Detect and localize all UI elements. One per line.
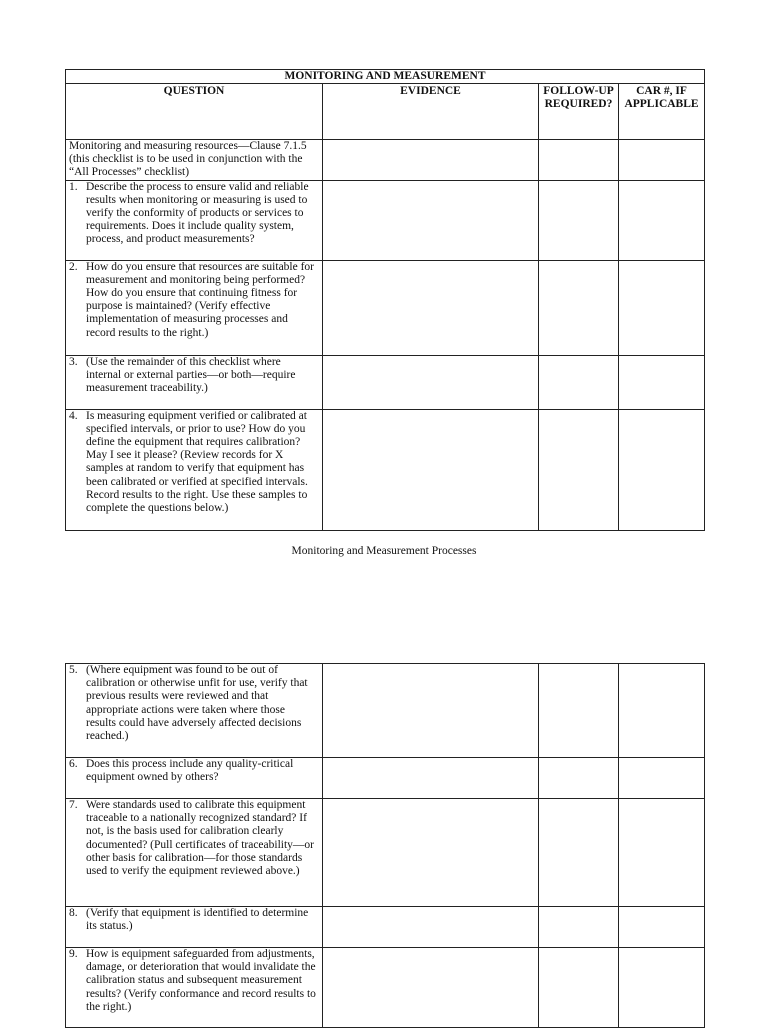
follow-up-cell <box>539 664 619 758</box>
car-cell <box>619 140 705 181</box>
question-cell <box>66 355 323 409</box>
question-number: 7. <box>69 799 78 811</box>
follow-up-cell <box>539 355 619 409</box>
evidence-cell <box>323 409 539 530</box>
car-cell <box>619 409 705 530</box>
follow-up-cell <box>539 758 619 799</box>
checklist-table-page-2 <box>65 663 705 1028</box>
table-row <box>66 758 705 799</box>
question-cell <box>66 907 323 948</box>
question-cell <box>66 409 323 530</box>
question-number: 3. <box>69 355 78 368</box>
question-cell <box>66 758 323 799</box>
question-number: 5. <box>69 664 78 676</box>
follow-up-cell <box>539 907 619 948</box>
question-number: 2. <box>69 260 78 273</box>
section-heading: Monitoring and measuring resources—Clause 7.1.5 (this checklist is to be used in conjunction with the “All Processes” checklist) <box>66 140 323 181</box>
car-cell <box>619 948 705 1028</box>
section-row <box>66 140 705 181</box>
evidence-cell <box>323 907 539 948</box>
follow-up-cell <box>539 948 619 1028</box>
question-text: (Verify that equipment is identified to determine its status.) <box>86 907 309 933</box>
page-footer: Monitoring and Measurement Processes <box>291 545 477 557</box>
table-row <box>66 260 705 355</box>
column-header-question: QUESTION <box>66 84 323 140</box>
table-row <box>66 180 705 260</box>
question-text: Does this process include any quality-critical equipment owned by others? <box>86 758 294 784</box>
evidence-cell <box>323 799 539 907</box>
follow-up-cell <box>539 260 619 355</box>
car-cell <box>619 180 705 260</box>
question-cell <box>66 948 323 1028</box>
table-row <box>66 409 705 530</box>
car-cell <box>619 260 705 355</box>
follow-up-cell <box>539 409 619 530</box>
checklist-table-page-1 <box>65 69 705 531</box>
question-cell <box>66 260 323 355</box>
question-number: 8. <box>69 907 78 919</box>
evidence-cell <box>323 355 539 409</box>
car-cell <box>619 799 705 907</box>
evidence-cell <box>323 140 539 181</box>
car-cell <box>619 907 705 948</box>
table-row <box>66 799 705 907</box>
evidence-cell <box>323 664 539 758</box>
question-text: (Use the remainder of this checklist where internal or external parties—or both—require measurement traceability.) <box>86 355 296 395</box>
car-cell <box>619 758 705 799</box>
column-header-car-number: CAR #, IF APPLICABLE <box>619 84 705 140</box>
question-text: Were standards used to calibrate this equipment traceable to a nationally recognized standard? If not, is the basis used for calibration clearly documented? (Pull certificates of traceability—or other basis for calibration—for those standards used to verify the equipment reviewed above.) <box>86 799 314 878</box>
evidence-cell <box>323 260 539 355</box>
question-cell <box>66 664 323 758</box>
follow-up-cell <box>539 799 619 907</box>
question-text: How is equipment safeguarded from adjustments, damage, or deterioration that would invalidate the calibration status and subsequent measurement results? (Verify conformance and record results to the right.) <box>86 948 316 1013</box>
car-cell <box>619 355 705 409</box>
follow-up-cell <box>539 180 619 260</box>
question-text: How do you ensure that resources are suitable for measurement and monitoring being performed? How do you ensure that continuing fitness for purpose is maintained? (Verify effective implementation of measuring processes and record results to the right.) <box>86 260 315 339</box>
question-text: Describe the process to ensure valid and reliable results when monitoring or measuring is used to verify the conformity of products or services to requirements. Does it include quality system, process, and product measurements? <box>86 180 309 246</box>
question-cell <box>66 799 323 907</box>
question-cell <box>66 180 323 260</box>
question-number: 1. <box>69 180 78 193</box>
question-text: (Where equipment was found to be out of calibration or otherwise unfit for use, verify that previous results were reviewed and that appropriate actions were taken where those results could have adversely affected decisions reached.) <box>86 664 308 743</box>
column-header-follow-up: FOLLOW-UP REQUIRED? <box>539 84 619 140</box>
table-row <box>66 948 705 1028</box>
table-title: MONITORING AND MEASUREMENT <box>66 70 705 84</box>
follow-up-cell <box>539 140 619 181</box>
question-number: 6. <box>69 758 78 770</box>
question-number: 9. <box>69 948 78 960</box>
question-text: Is measuring equipment verified or calibrated at specified intervals, or prior to use? How do you define the equipment that requires calibration? May I see it please? (Review records for X samples at random to verify that equipment has been calibrated or verified at specified intervals. Record results to the right. Use these samples to complete the questions below.) <box>86 409 308 515</box>
question-number: 4. <box>69 409 78 422</box>
table-row <box>66 907 705 948</box>
table-row <box>66 664 705 758</box>
column-header-evidence: EVIDENCE <box>323 84 539 140</box>
table-row <box>66 355 705 409</box>
evidence-cell <box>323 948 539 1028</box>
evidence-cell <box>323 180 539 260</box>
car-cell <box>619 664 705 758</box>
evidence-cell <box>323 758 539 799</box>
